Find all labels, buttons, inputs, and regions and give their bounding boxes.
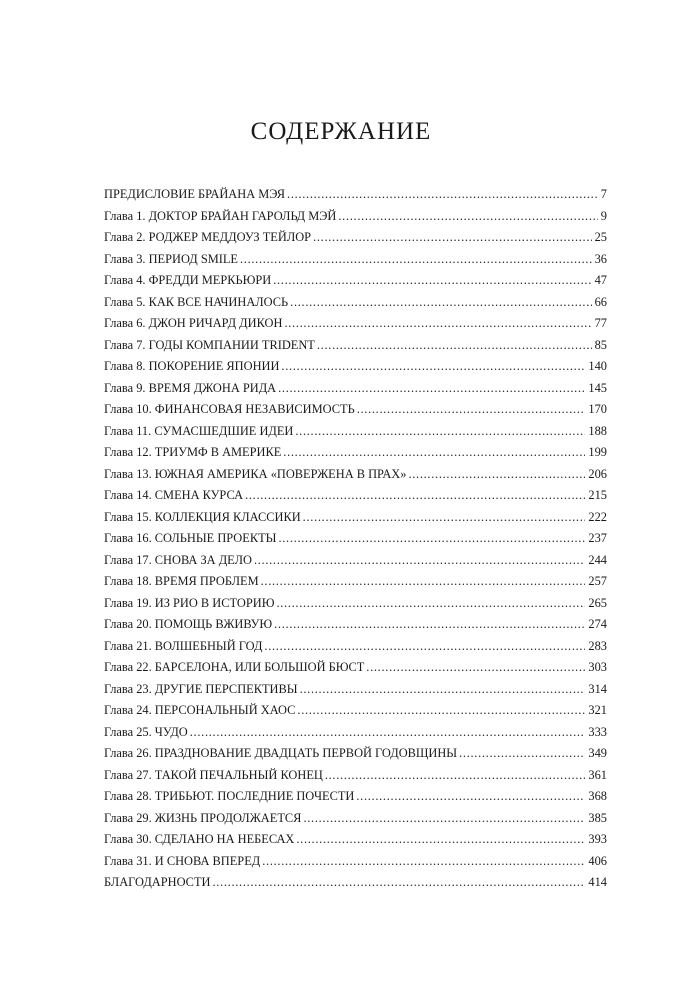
toc-entry-title: Глава 26. ПРАЗДНОВАНИЕ ДВАДЦАТЬ ПЕРВОЙ ГОДОВЩИНЫ xyxy=(104,746,458,760)
toc-entry-page-number: 361 xyxy=(588,767,607,782)
toc-entry-page-number: 257 xyxy=(588,574,607,588)
dot-leader xyxy=(408,464,585,486)
toc-entry-title: Глава 11. СУМАСШЕДШИЕ ИДЕИ xyxy=(104,423,294,438)
table-of-contents xyxy=(104,184,607,894)
toc-entry-page-number: 274 xyxy=(588,617,607,631)
toc-entry xyxy=(104,507,607,529)
toc-entry xyxy=(104,270,607,292)
toc-entry-title: Глава 12. ТРИУМФ В АМЕРИКЕ xyxy=(104,445,282,459)
dot-leader xyxy=(290,292,591,314)
toc-entry xyxy=(104,356,607,378)
toc-entry xyxy=(104,399,607,421)
dot-leader xyxy=(278,528,585,550)
toc-entry xyxy=(104,206,607,228)
toc-entry xyxy=(104,528,607,550)
dot-leader xyxy=(273,270,591,292)
toc-entry-title: Глава 10. ФИНАНСОВАЯ НЕЗАВИСИМОСТЬ xyxy=(104,402,355,416)
dot-leader xyxy=(276,593,585,615)
toc-entry-page-number: 321 xyxy=(588,703,607,717)
dot-leader xyxy=(297,700,585,722)
toc-entry xyxy=(104,313,607,335)
toc-entry-title: Глава 24. ПЕРСОНАЛЬНЫЙ ХАОС xyxy=(104,703,296,717)
dot-leader xyxy=(459,743,585,765)
toc-entry-page-number: 215 xyxy=(588,488,607,502)
dot-leader xyxy=(313,227,592,249)
dot-leader xyxy=(283,442,585,464)
toc-entry xyxy=(104,829,607,851)
dot-leader xyxy=(303,507,586,529)
toc-entry xyxy=(104,743,607,765)
toc-entry-title: Глава 20. ПОМОЩЬ ВЖИВУЮ xyxy=(104,617,273,631)
toc-entry xyxy=(104,335,607,357)
toc-entry-title: Глава 5. КАК ВСЕ НАЧИНАЛОСЬ xyxy=(104,294,289,309)
dot-leader xyxy=(254,550,585,572)
toc-entry-title: Глава 29. ЖИЗНЬ ПРОДОЛЖАЕТСЯ xyxy=(104,810,302,825)
toc-entry xyxy=(104,292,607,314)
dot-leader xyxy=(190,722,586,744)
toc-entry-page-number: 244 xyxy=(588,552,607,567)
toc-entry-page-number: 199 xyxy=(588,445,607,459)
toc-entry xyxy=(104,571,607,593)
toc-entry-title: Глава 6. ДЖОН РИЧАРД ДИКОН xyxy=(104,316,283,330)
toc-entry xyxy=(104,657,607,679)
toc-entry-title: Глава 2. РОДЖЕР МЕДДОУЗ ТЕЙЛОР xyxy=(104,230,312,244)
dot-leader xyxy=(356,786,585,808)
toc-entry-title: Глава 17. СНОВА ЗА ДЕЛО xyxy=(104,552,252,567)
toc-entry-page-number: 170 xyxy=(588,402,607,416)
toc-entry xyxy=(104,184,607,206)
toc-entry-title: Глава 1. ДОКТОР БРАЙАН ГАРОЛЬД МЭЙ xyxy=(104,208,337,223)
toc-entry-title: Глава 14. СМЕНА КУРСА xyxy=(104,488,244,502)
toc-entry xyxy=(104,872,607,894)
dot-leader xyxy=(212,872,585,894)
toc-entry xyxy=(104,765,607,787)
toc-entry-page-number: 77 xyxy=(594,316,607,330)
toc-entry-page-number: 66 xyxy=(594,294,607,309)
toc-entry-page-number: 385 xyxy=(588,810,607,825)
dot-leader xyxy=(261,571,586,593)
toc-entry-page-number: 9 xyxy=(600,208,607,223)
toc-entry-page-number: 85 xyxy=(594,337,607,352)
toc-entry-page-number: 7 xyxy=(600,187,607,201)
dot-leader xyxy=(245,485,585,507)
toc-entry xyxy=(104,593,607,615)
toc-entry-page-number: 188 xyxy=(588,423,607,438)
toc-entry-page-number: 314 xyxy=(588,681,607,696)
toc-entry-title: Глава 19. ИЗ РИО В ИСТОРИЮ xyxy=(104,595,275,610)
toc-entry-title: Глава 15. КОЛЛЕКЦИЯ КЛАССИКИ xyxy=(104,509,301,524)
toc-entry-page-number: 265 xyxy=(588,595,607,610)
dot-leader xyxy=(366,657,585,679)
toc-entry xyxy=(104,722,607,744)
toc-entry xyxy=(104,700,607,722)
toc-entry xyxy=(104,227,607,249)
dot-leader xyxy=(303,808,585,830)
toc-entry xyxy=(104,485,607,507)
toc-entry xyxy=(104,614,607,636)
toc-entry-page-number: 414 xyxy=(588,875,607,889)
toc-entry-page-number: 206 xyxy=(588,466,607,481)
toc-entry-title: Глава 22. БАРСЕЛОНА, ИЛИ БОЛЬШОЙ БЮСТ xyxy=(104,660,365,674)
toc-entry-title: Глава 28. ТРИБЬЮТ. ПОСЛЕДНИЕ ПОЧЕСТИ xyxy=(104,789,355,803)
dot-leader xyxy=(325,765,586,787)
toc-entry-title: Глава 31. И СНОВА ВПЕРЕД xyxy=(104,853,261,868)
toc-entry-title: Глава 23. ДРУГИЕ ПЕРСПЕКТИВЫ xyxy=(104,681,298,696)
toc-entry-title: Глава 3. ПЕРИОД SMILE xyxy=(104,251,238,266)
toc-entry xyxy=(104,636,607,658)
toc-entry xyxy=(104,851,607,873)
toc-entry-title: Глава 16. СОЛЬНЫЕ ПРОЕКТЫ xyxy=(104,531,277,545)
toc-entry-page-number: 368 xyxy=(588,789,607,803)
toc-entry-page-number: 140 xyxy=(588,359,607,373)
toc-entry-page-number: 145 xyxy=(588,380,607,395)
toc-entry xyxy=(104,442,607,464)
toc-entry xyxy=(104,808,607,830)
toc-entry-page-number: 36 xyxy=(594,251,607,266)
toc-entry-page-number: 393 xyxy=(588,832,607,846)
toc-entry xyxy=(104,550,607,572)
toc-entry xyxy=(104,786,607,808)
toc-entry xyxy=(104,421,607,443)
dot-leader xyxy=(295,421,585,443)
toc-entry-title: Глава 18. ВРЕМЯ ПРОБЛЕМ xyxy=(104,574,259,588)
toc-entry-title: Глава 21. ВОЛШЕБНЫЙ ГОД xyxy=(104,638,263,653)
dot-leader xyxy=(262,851,585,873)
dot-leader xyxy=(300,679,586,701)
toc-entry xyxy=(104,679,607,701)
toc-entry-page-number: 333 xyxy=(588,724,607,739)
dot-leader xyxy=(278,378,585,400)
page-title: СОДЕРЖАНИЕ xyxy=(250,118,432,145)
toc-entry-title: Глава 8. ПОКОРЕНИЕ ЯПОНИИ xyxy=(104,359,280,373)
toc-entry xyxy=(104,378,607,400)
dot-leader xyxy=(317,335,592,357)
toc-entry-page-number: 47 xyxy=(594,273,607,287)
toc-entry-page-number: 237 xyxy=(588,531,607,545)
toc-entry-title: ПРЕДИСЛОВИЕ БРАЙАНА МЭЯ xyxy=(104,187,286,201)
toc-entry-page-number: 25 xyxy=(594,230,607,244)
toc-entry-title: Глава 7. ГОДЫ КОМПАНИИ TRIDENT xyxy=(104,337,315,352)
dot-leader xyxy=(338,206,597,228)
dot-leader xyxy=(296,829,585,851)
toc-entry-page-number: 303 xyxy=(588,660,607,674)
dot-leader xyxy=(287,184,598,206)
toc-entry-title: Глава 25. ЧУДО xyxy=(104,724,188,739)
toc-entry-page-number: 349 xyxy=(588,746,607,760)
toc-entry-title: Глава 4. ФРЕДДИ МЕРКЬЮРИ xyxy=(104,273,272,287)
toc-entry-title: Глава 13. ЮЖНАЯ АМЕРИКА «ПОВЕРЖЕНА В ПРАХ» xyxy=(104,466,407,481)
dot-leader xyxy=(357,399,586,421)
toc-entry xyxy=(104,249,607,271)
toc-entry-page-number: 406 xyxy=(588,853,607,868)
toc-entry-title: Глава 30. СДЕЛАНО НА НЕБЕСАХ xyxy=(104,832,295,846)
dot-leader xyxy=(274,614,585,636)
toc-entry-page-number: 222 xyxy=(588,509,607,524)
toc-entry-title: Глава 27. ТАКОЙ ПЕЧАЛЬНЫЙ КОНЕЦ xyxy=(104,767,323,782)
toc-entry-title: Глава 9. ВРЕМЯ ДЖОНА РИДА xyxy=(104,380,277,395)
dot-leader xyxy=(284,313,591,335)
dot-leader xyxy=(281,356,585,378)
toc-entry-page-number: 283 xyxy=(588,638,607,653)
toc-entry xyxy=(104,464,607,486)
dot-leader xyxy=(240,249,592,271)
dot-leader xyxy=(264,636,585,658)
toc-entry-title: БЛАГОДАРНОСТИ xyxy=(104,875,211,889)
